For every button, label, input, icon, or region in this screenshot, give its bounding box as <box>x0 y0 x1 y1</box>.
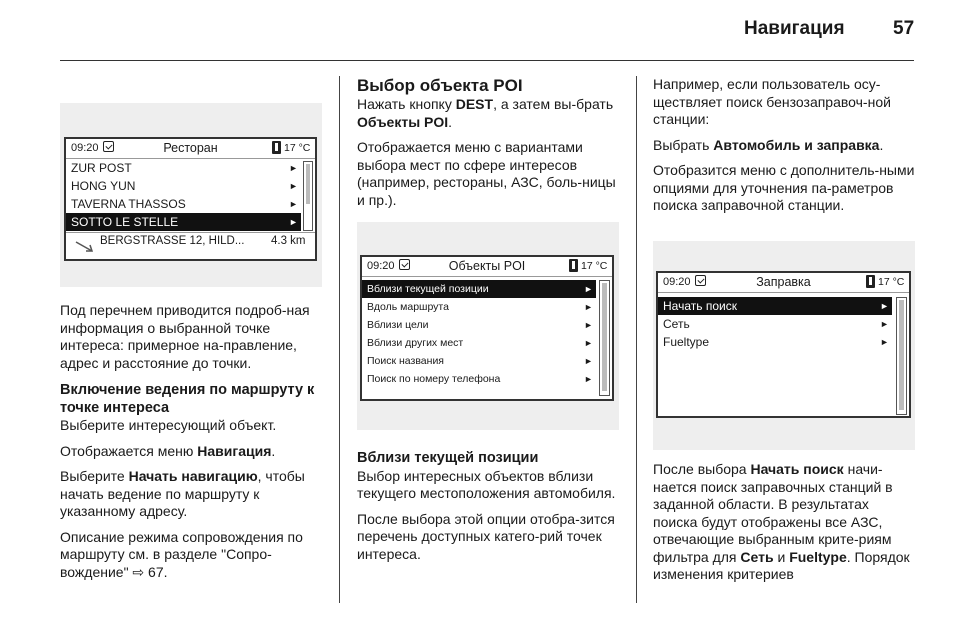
list-item[interactable]: Fueltype ► <box>663 335 889 349</box>
paragraph: Отобразится меню с дополнитель-ными опциями для уточнения па-раметров поиска заправочной станции. <box>653 162 915 213</box>
paragraph: Отображается меню Навигация. <box>60 442 276 459</box>
screenshot-poi <box>357 222 619 430</box>
chevron-right-icon: ► <box>584 284 593 294</box>
paragraph: Выбрать Автомобиль и заправка. <box>653 136 884 153</box>
list-item[interactable]: Сеть ► <box>663 317 889 331</box>
column-2-text-bottom <box>357 450 619 571</box>
list-item-selected[interactable]: SOTTO LE STELLE ► <box>66 213 301 231</box>
paragraph: Выберите Начать навигацию, чтобы начать ведение по маршруту к указанному адресу. <box>60 468 305 519</box>
chevron-right-icon: ► <box>289 181 298 191</box>
clock-time: 09:20 <box>367 260 395 272</box>
scrollbar[interactable] <box>599 280 610 396</box>
column-3-text-bottom <box>653 461 917 592</box>
clock-time: 09:20 <box>71 142 99 154</box>
chevron-right-icon: ► <box>289 199 298 209</box>
thermometer-icon <box>866 275 875 288</box>
clock-time: 09:20 <box>663 276 691 288</box>
display-screen <box>360 255 614 401</box>
chevron-right-icon: ► <box>880 301 889 311</box>
header-rule <box>60 60 914 61</box>
subheading: Вблизи текущей позиции <box>357 450 539 466</box>
list-item[interactable]: Вдоль маршрута ► <box>362 298 596 316</box>
paragraph: После выбора этой опции отобра-зится перечень доступных катего-рий точек интереса. <box>357 510 615 562</box>
status-bar <box>66 139 315 159</box>
list-item[interactable]: HONG YUN ► <box>71 179 298 193</box>
list-item-selected[interactable]: Начать поиск ► <box>658 297 892 315</box>
column-2-text-top <box>357 76 619 217</box>
paragraph: Под перечнем приводится подроб-ная информация о выбранной точке интереса: примерное на-правление, адрес и расстояние до точки. <box>60 302 310 371</box>
list-item[interactable]: Поиск названия ► <box>362 352 596 370</box>
temperature: 17 °C <box>878 276 905 288</box>
page-number: 57 <box>893 18 915 39</box>
list-item[interactable]: Вблизи других мест ► <box>362 334 596 352</box>
paragraph: Отображается меню с вариантами выбора мест по сфере интересов (например, рестораны, АЗС, боль-ницы и пр.). <box>357 139 616 208</box>
column-3-text-top <box>653 76 915 223</box>
chevron-right-icon: ► <box>880 319 889 329</box>
chevron-right-icon: ► <box>880 337 889 347</box>
screen-title: Заправка <box>756 275 811 289</box>
screen-title: Объекты POI <box>448 259 526 273</box>
list-item[interactable]: Поиск по номеру телефона ► <box>362 370 596 388</box>
paragraph: Выбор интересных объектов вблизи текущего местоположения автомобиля. <box>357 467 616 501</box>
chevron-right-icon: ► <box>584 320 593 330</box>
paragraph: Нажать кнопку DEST, а затем вы-брать Объекты POI. <box>357 96 614 130</box>
list-item-selected[interactable]: Вблизи текущей позиции ► <box>362 280 596 298</box>
subheading: Включение ведения по маршруту к точке интереса <box>60 382 315 416</box>
chevron-right-icon: ► <box>289 163 298 173</box>
display-screen <box>656 271 911 418</box>
temperature: 17 °C <box>284 142 311 154</box>
section-title: Навигация <box>744 18 845 39</box>
list-item[interactable]: ZUR POST ► <box>71 161 298 175</box>
chevron-right-icon: ► <box>289 217 298 227</box>
paragraph: Например, если пользователь осу-ществляет поиск бензозаправоч-ной станции: <box>653 76 891 127</box>
chevron-right-icon: ► <box>584 356 593 366</box>
scrollbar[interactable] <box>303 161 313 231</box>
status-bar <box>362 257 612 277</box>
chevron-right-icon: ► <box>584 302 593 312</box>
column-divider <box>636 76 637 603</box>
screenshot-fuel <box>653 241 915 450</box>
temperature: 17 °C <box>581 260 608 272</box>
thermometer-icon <box>569 259 578 272</box>
direction-arrow-icon <box>74 239 96 255</box>
poi-address: BERGSTRASSE 12, HILD... <box>100 235 245 247</box>
list-item[interactable]: Вблизи цели ► <box>362 316 596 334</box>
chevron-right-icon: ► <box>584 338 593 348</box>
paragraph: Описание режима сопровождения по маршруту см. в разделе "Сопро-вождение" ⇨ 67. <box>60 528 303 580</box>
section-heading: Выбор объекта POI <box>357 76 523 95</box>
scrollbar[interactable] <box>896 297 907 415</box>
paragraph: После выбора Начать поиск начи-нается поиск заправочных станций в заданной области. В результатах поиска будут отображены все АЗС, отвечающие выбранным крите-риям фильтра для Сеть и Fueltype. Порядок изменения критериев <box>653 461 910 582</box>
screen-title: Ресторан <box>163 141 218 155</box>
thermometer-icon <box>272 141 281 154</box>
paragraph: Выберите интересующий объект. <box>60 417 277 433</box>
status-bar <box>658 273 909 293</box>
chevron-right-icon: ► <box>584 374 593 384</box>
screenshot-restaurant <box>60 103 322 287</box>
list-item[interactable]: TAVERNA THASSOS ► <box>71 197 298 211</box>
display-screen <box>64 137 317 261</box>
poi-distance: 4.3 km <box>271 235 306 247</box>
column-divider <box>339 76 340 603</box>
column-1-text <box>60 302 328 589</box>
